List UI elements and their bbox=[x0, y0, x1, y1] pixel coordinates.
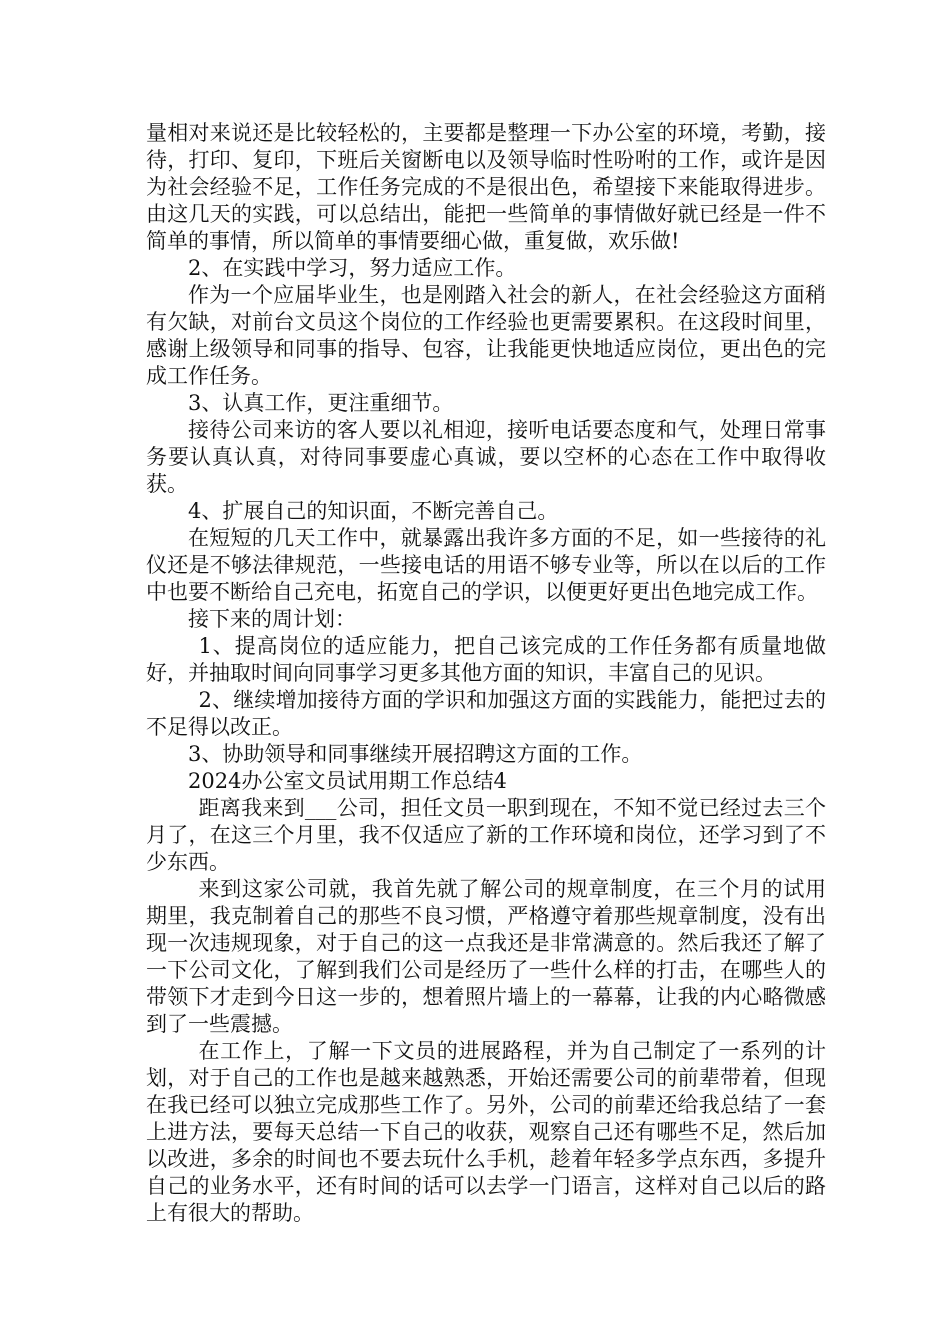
paragraph-heading-3: 3、认真工作，更注重细节。 bbox=[188, 391, 454, 415]
paragraph: 来到这家公司就，我首先就了解公司的规章制度，在三个月的试用期里，我克制着自己的那些不良习惯，严格遵守着那些规章制度，没有出现一次违规现象，对于自己的这一点我还是非常满意的。然后我还了解了一下公司文化，了解到我们公司是经历了一些什么样的打击，在哪些人的带领下才走到今日这一步的，想着照片墙上的一幕幕，让我的内心略微感到了一些震撼。 bbox=[146, 877, 826, 1036]
paragraph: 作为一个应届毕业生，也是刚踏入社会的新人，在社会经验这方面稍有欠缺，对前台文员这个岗位的工作经验也更需要累积。在这段时间里，感谢上级领导和同事的指导、包容，让我能更快地适应岗位，更出色的完成工作任务。 bbox=[146, 283, 826, 388]
paragraph-plan-heading: 接下来的周计划： bbox=[188, 607, 356, 631]
paragraph-heading-4: 4、扩展自己的知识面，不断完善自己。 bbox=[188, 499, 559, 523]
paragraph: 在工作上，了解一下文员的进展路程，并为自己制定了一系列的计划，对于自己的工作也是越来越熟悉，开始还需要公司的前辈带着，但现在我已经可以独立完成那些工作了。另外，公司的前辈还给我总结了一套上进方法，要每天总结一下自己的收获，观察自己还有哪些不足，然后加以改进，多余的时间也不要去玩什么手机，趁着年轻多学点东西，多提升自己的业务水平，还有时间的话可以去学一门语言，这样对自己以后的路上有很大的帮助。 bbox=[146, 1039, 826, 1225]
plan-item-1: 1、提高岗位的适应能力，把自己该完成的工作任务都有质量地做好，并抽取时间向同事学习更多其他方面的知识，丰富自己的见识。 bbox=[146, 634, 826, 685]
paragraph-continued: 量相对来说还是比较轻松的，主要都是整理一下办公室的环境，考勤，接待，打印、复印，下班后关窗断电以及领导临时性吩咐的工作，或许是因为社会经验不足，工作任务完成的不是很出色，希望接下来能取得进步。由这几天的实践，可以总结出，能把一些简单的事情做好就已经是一件不简单的事情，所以简单的事情要细心做，重复做，欢乐做! bbox=[146, 121, 826, 253]
paragraph: 接待公司来访的客人要以礼相迎，接听电话要态度和气，处理日常事务要认真认真，对待同事要虚心真诚，要以空杯的心态在工作中取得收获。 bbox=[146, 418, 826, 496]
document-body bbox=[146, 120, 826, 1227]
plan-item-2: 2、继续增加接待方面的学识和加强这方面的实践能力，能把过去的不足得以改正。 bbox=[146, 688, 826, 739]
paragraph: 在短短的几天工作中，就暴露出我许多方面的不足，如一些接待的礼仪还是不够法律规范，一些接电话的用语不够专业等，所以在以后的工作中也要不断给自己充电，拓宽自己的学识，以便更好更出色地完成工作。 bbox=[146, 526, 826, 604]
section-title: 2024办公室文员试用期工作总结4 bbox=[188, 769, 507, 793]
plan-item-3: 3、协助领导和同事继续开展招聘这方面的工作。 bbox=[188, 742, 643, 766]
paragraph: 距离我来到___公司，担任文员一职到现在，不知不觉已经过去三个月了，在这三个月里，我不仅适应了新的工作环境和岗位，还学习到了不少东西。 bbox=[146, 796, 826, 874]
paragraph-heading-2: 2、在实践中学习，努力适应工作。 bbox=[188, 256, 517, 280]
